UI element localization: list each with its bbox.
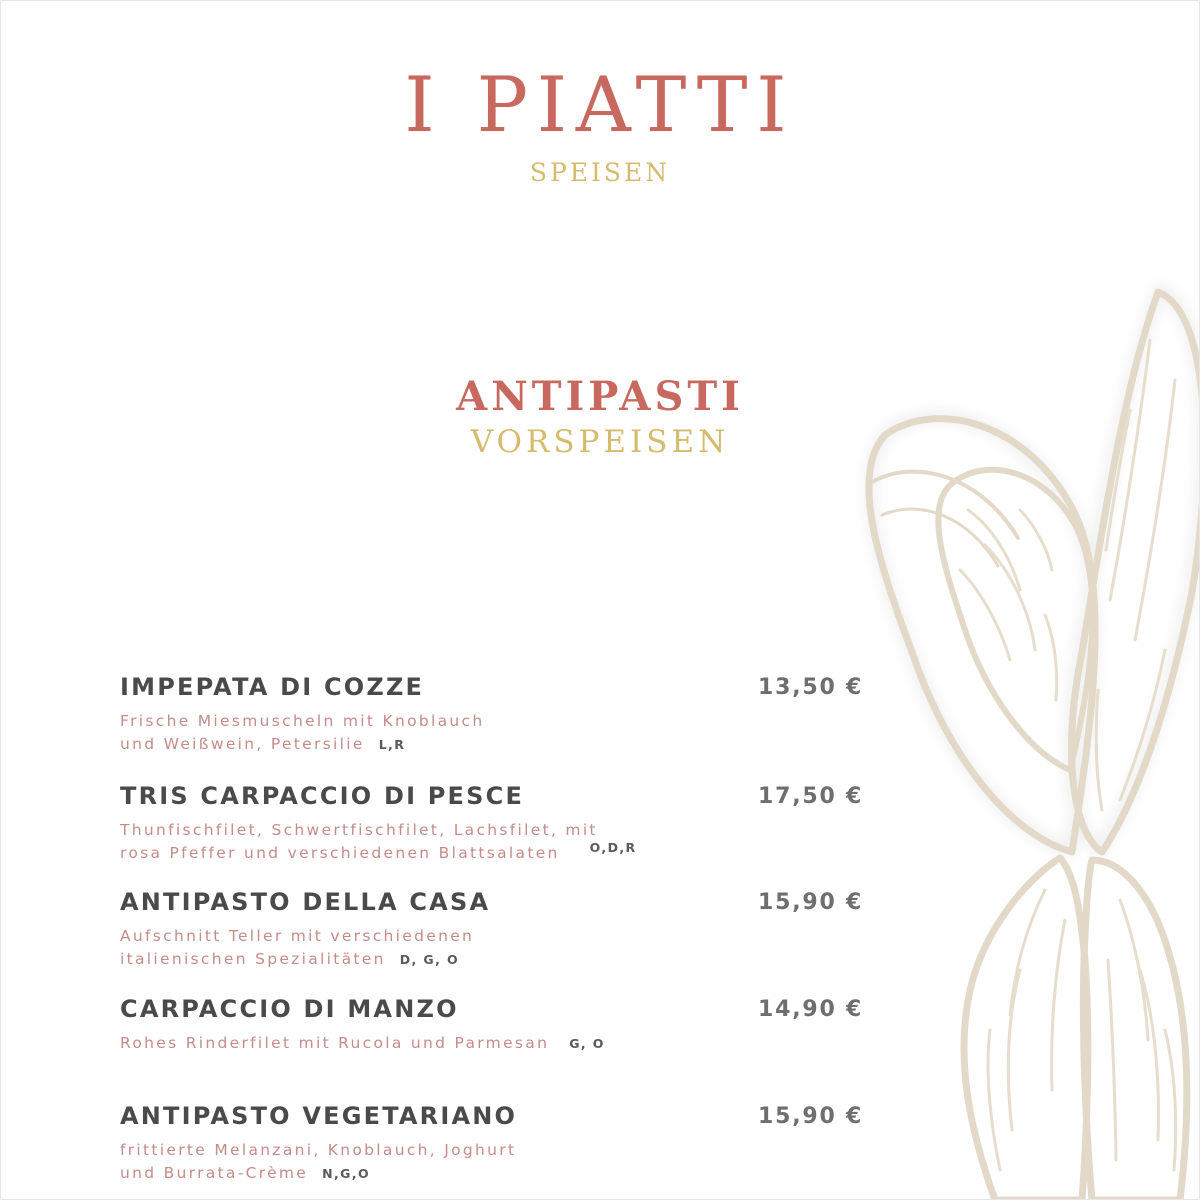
item-description-text: und Weißwein, Petersilie (120, 735, 365, 753)
shell-lower-left-outline (964, 858, 1088, 1200)
item-description-line: frittierte Melanzani, Knoblauch, Joghurt (120, 1141, 517, 1159)
item-description (120, 710, 484, 756)
item-description-line (120, 1032, 605, 1055)
shell-lower-right-outline (1083, 860, 1186, 1200)
item-price: 14,90 € (758, 997, 864, 1022)
item-name: CARPACCIO DI MANZO (120, 995, 459, 1023)
menu-title: I PIATTI (404, 60, 796, 149)
menu-subtitle: SPEISEN (529, 158, 671, 187)
item-allergens: D, G, O (399, 952, 460, 967)
item-allergens: N,G,O (322, 1166, 370, 1181)
item-description-line: Thunfischfilet, Schwertfischfilet, Lachsfilet, mit (120, 821, 598, 839)
item-description (120, 925, 474, 971)
item-price: 15,90 € (758, 1104, 864, 1129)
item-description-line (120, 1162, 516, 1185)
item-name: ANTIPASTO DELLA CASA (120, 888, 491, 916)
item-description-line: Frische Miesmuscheln mit Knoblauch (120, 712, 485, 730)
item-description (120, 819, 637, 865)
item-description-line: Aufschnitt Teller mit verschiedenen (120, 927, 475, 945)
item-allergens: G, O (569, 1036, 605, 1051)
item-price: 13,50 € (758, 675, 864, 700)
item-price: 15,90 € (758, 890, 864, 915)
item-name: ANTIPASTO VEGETARIANO (120, 1102, 518, 1130)
section-title: ANTIPASTI (456, 373, 744, 420)
item-description-text: italienischen Spezialitäten (120, 950, 386, 968)
item-description-line (120, 948, 474, 971)
item-description-line (120, 733, 484, 756)
item-description (120, 1139, 516, 1185)
section-subtitle: VORSPEISEN (470, 424, 730, 460)
item-allergens: L,R (378, 737, 406, 752)
item-description-text: Rohes Rinderfilet mit Rucola und Parmesan (120, 1034, 550, 1052)
item-description-text: rosa Pfeffer und verschiedenen Blattsalaten (120, 844, 560, 862)
item-name: IMPEPATA DI COZZE (120, 673, 425, 701)
item-description-text: und Burrata-Crème (120, 1164, 309, 1182)
item-price: 17,50 € (758, 784, 864, 809)
item-description-line (120, 842, 637, 865)
item-allergens: O,D,R (589, 840, 637, 855)
item-name: TRIS CARPACCIO DI PESCE (120, 782, 525, 810)
item-description (120, 1032, 605, 1055)
